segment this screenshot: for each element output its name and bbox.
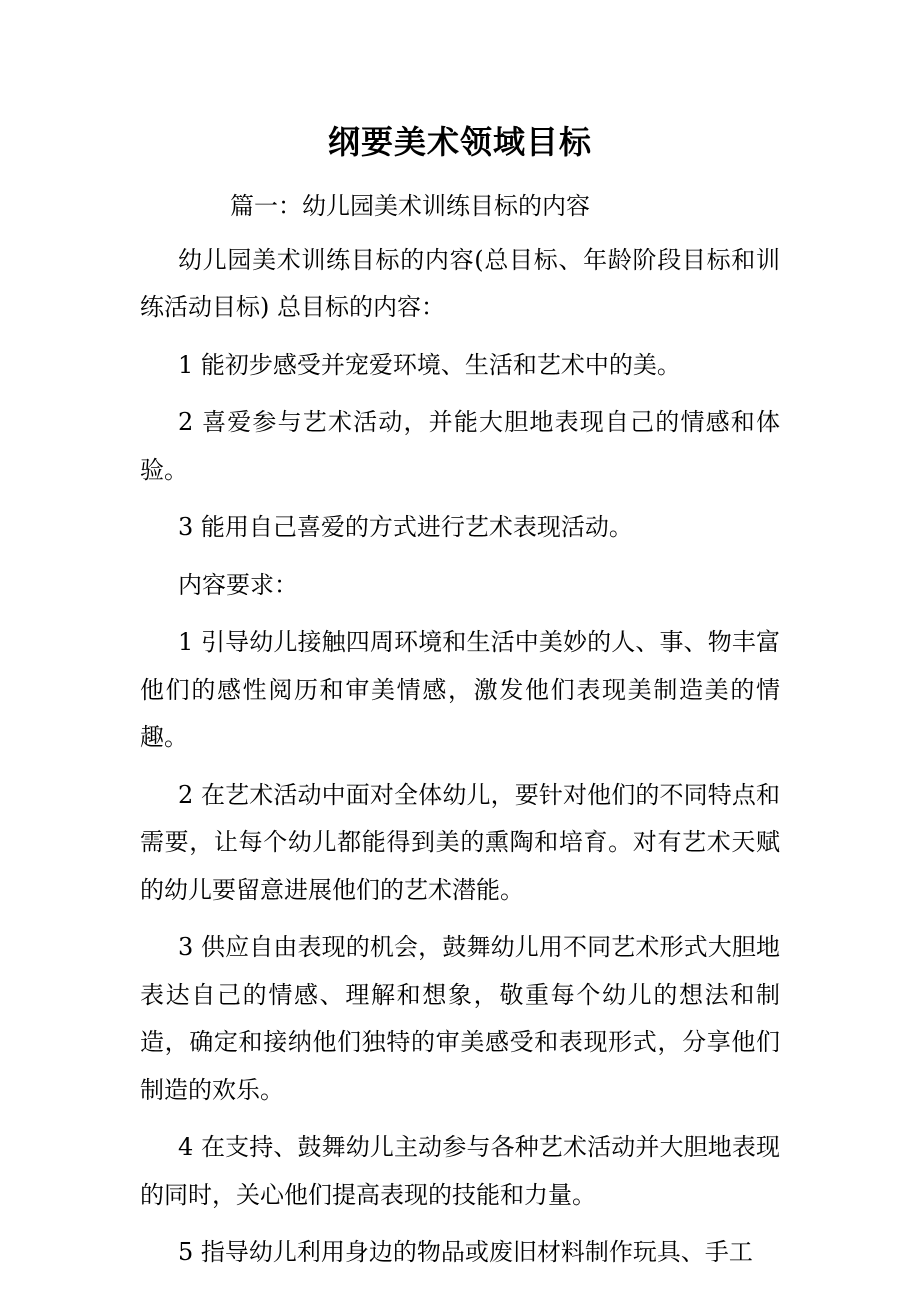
paragraph: 2 喜爱参与艺术活动，并能大胆地表现自己的情感和体验。 (140, 408, 780, 484)
paragraph: 3 供应自由表现的机会，鼓舞幼儿用不同艺术形式大胆地表达自己的情感、理解和想象，敬重每个幼儿的想法和制造，确定和接纳他们独特的审美感受和表现形式，分享他们制造的欢乐。 (140, 933, 780, 1104)
paragraph: 内容要求： (178, 570, 298, 599)
paragraph: 2 在艺术活动中面对全体幼儿，要针对他们的不同特点和需要，让每个幼儿都能得到美的熏陶和培育。对有艺术天赋的幼儿要留意进展他们的艺术潜能。 (140, 780, 780, 904)
paragraph: 1 引导幼儿接触四周环境和生活中美妙的人、事、物丰富他们的感性阅历和审美情感，激发他们表现美制造美的情趣。 (140, 628, 780, 751)
paragraph: 3 能用自己喜爱的方式进行艺术表现活动。 (178, 513, 633, 541)
document-title: 纲要美术领域目标 (327, 123, 592, 161)
paragraph: 1 能初步感受并宠爱环境、生活和艺术中的美。 (178, 350, 681, 379)
paragraph: 5 指导幼儿利用身边的物品或废旧材料制作玩具、手工 (178, 1238, 753, 1266)
paragraph: 4 在支持、鼓舞幼儿主动参与各种艺术活动并大胆地表现的同时，关心他们提高表现的技能和力量。 (140, 1133, 780, 1209)
paragraph: 幼儿园美术训练目标的内容(总目标、年龄阶段目标和训练活动目标) 总目标的内容： (140, 245, 780, 321)
document-body (140, 183, 780, 1287)
section-heading: 篇一：幼儿园美术训练目标的内容 (230, 192, 590, 220)
